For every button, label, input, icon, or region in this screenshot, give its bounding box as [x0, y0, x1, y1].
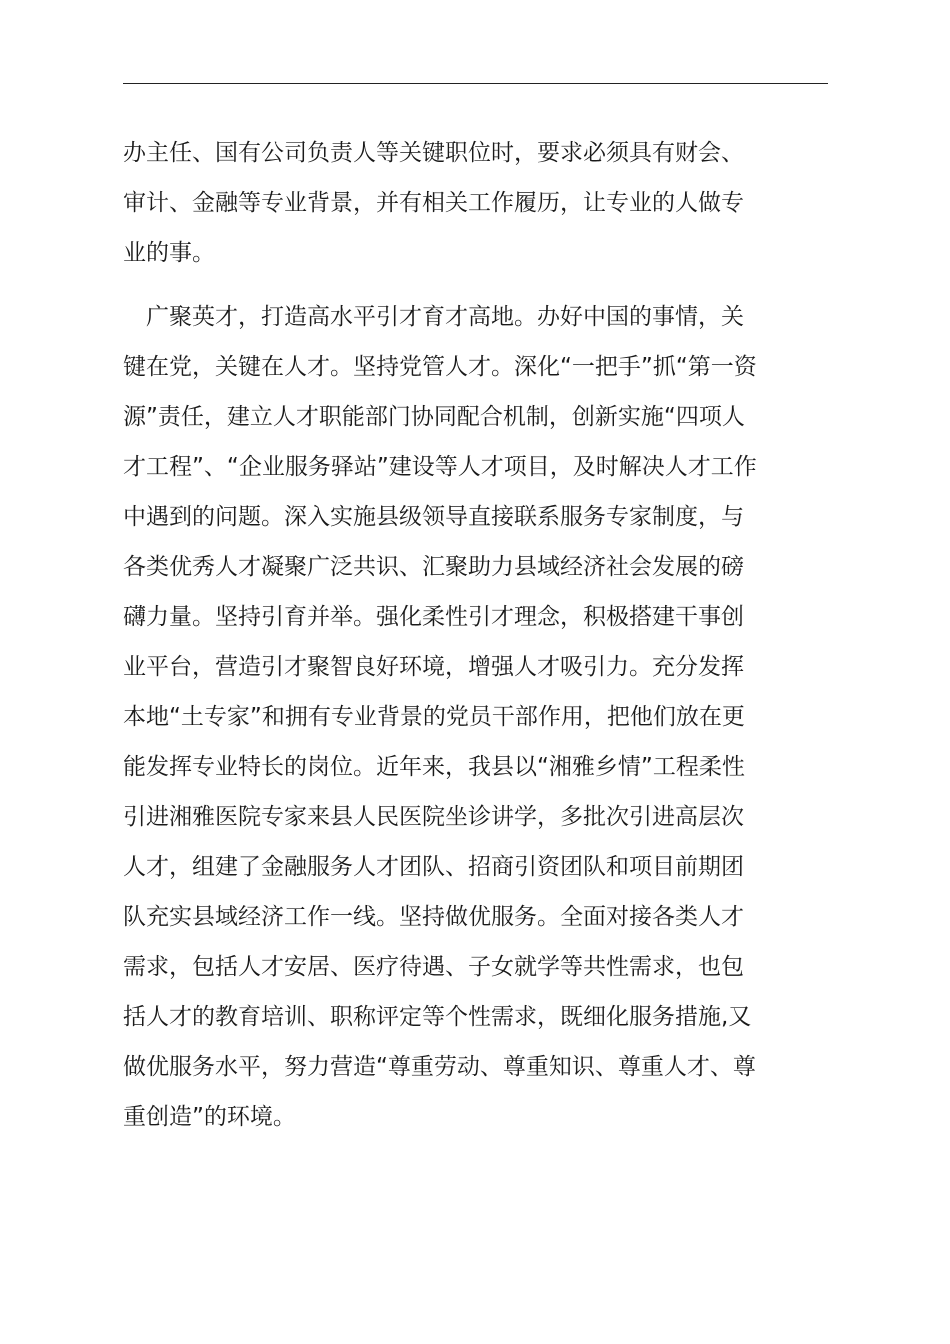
text-line: 做优服务水平，努力营造“尊重劳动、尊重知识、尊重人才、尊	[123, 1054, 756, 1080]
text-line: 键在党，关键在人才。坚持党管人才。深化“一把手”抓“第一资	[123, 354, 757, 380]
text-line: 各类优秀人才凝聚广泛共识、汇聚助力县域经济社会发展的磅	[123, 554, 744, 580]
text-line: 重创造”的环境。	[123, 1104, 296, 1130]
text-line: 人才，组建了金融服务人才团队、招商引资团队和项目前期团	[123, 854, 744, 880]
text-line: 业平台，营造引才聚智良好环境，增强人才吸引力。充分发挥	[123, 654, 744, 680]
text-line: 能发挥专业特长的岗位。近年来，我县以“湘雅乡情”工程柔性	[123, 754, 745, 780]
text-line: 队充实县域经济工作一线。坚持做优服务。全面对接各类人才	[123, 904, 744, 930]
text-line: 本地“土专家”和拥有专业背景的党员干部作用，把他们放在更	[123, 704, 745, 730]
text-line: 礴力量。坚持引育并举。强化柔性引才理念，积极搭建干事创	[123, 604, 744, 630]
text-line: 办主任、国有公司负责人等关键职位时，要求必须具有财会、	[123, 140, 744, 166]
text-line: 引进湘雅医院专家来县人民医院坐诊讲学，多批次引进高层次	[123, 804, 744, 830]
paragraph-spacer	[123, 278, 828, 292]
text-line: 广聚英才，打造高水平引才育才高地。办好中国的事情，关	[123, 304, 744, 330]
document-body	[123, 128, 828, 1142]
paragraph-1	[123, 128, 828, 278]
text-line: 需求，包括人才安居、医疗待遇、子女就学等共性需求，也包	[123, 954, 744, 980]
text-line: 才工程”、“企业服务驿站”建设等人才项目，及时解决人才工作	[123, 454, 757, 480]
header-rule	[123, 83, 828, 84]
text-line: 中遇到的问题。深入实施县级领导直接联系服务专家制度，与	[123, 504, 744, 530]
paragraph-2	[123, 292, 828, 1142]
text-line: 源”责任，建立人才职能部门协同配合机制，创新实施“四项人	[123, 404, 745, 430]
text-line: 审计、金融等专业背景，并有相关工作履历，让专业的人做专	[123, 190, 744, 216]
text-line: 括人才的教育培训、职称评定等个性需求，既细化服务措施,又	[123, 1004, 752, 1030]
text-line: 业的事。	[123, 240, 215, 266]
